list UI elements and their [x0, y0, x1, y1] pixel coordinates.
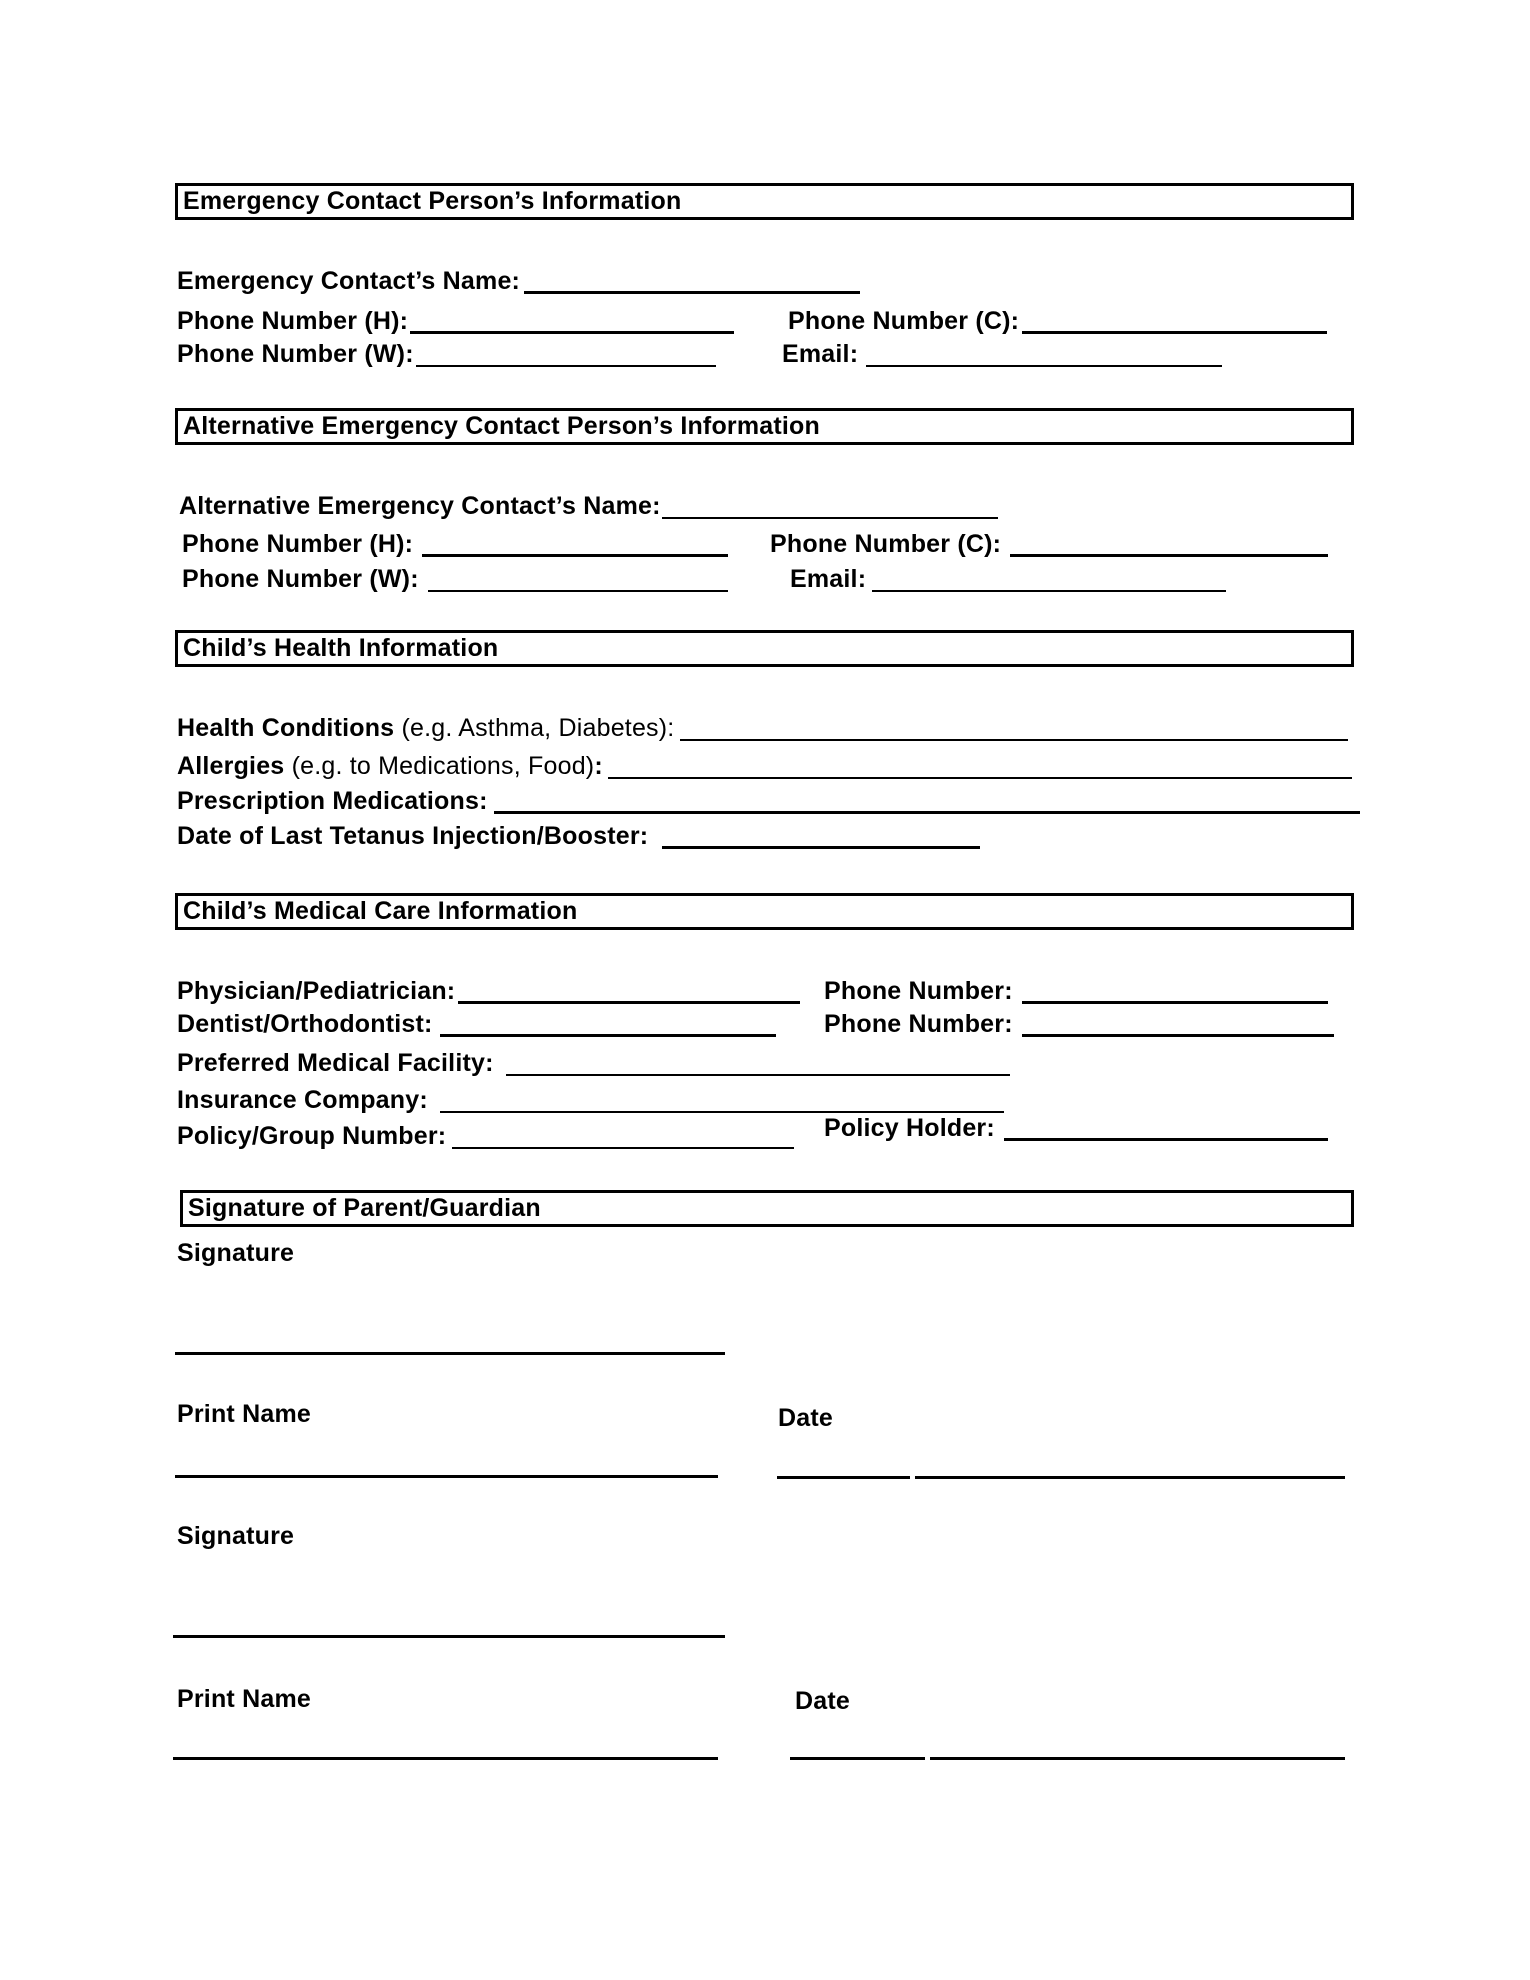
policy-number-line	[452, 1121, 794, 1149]
prescription-medications-line	[494, 786, 1360, 814]
alternative-phone-cell-label: Phone Number (C):	[770, 530, 1002, 558]
alternative-name-label: Alternative Emergency Contact’s Name:	[179, 492, 661, 520]
emergency-phone-cell-label: Phone Number (C):	[788, 307, 1020, 335]
physician-line	[458, 976, 800, 1004]
alternative-phone-home-label: Phone Number (H):	[182, 530, 414, 558]
emergency-phone-work-label: Phone Number (W):	[177, 340, 414, 368]
date-line-long-1	[915, 1476, 1345, 1479]
print-name-label-2: Print Name	[177, 1685, 311, 1713]
print-name-label-1: Print Name	[177, 1400, 311, 1428]
policy-number-label: Policy/Group Number:	[177, 1122, 447, 1150]
section-title: Emergency Contact Person’s Information	[183, 187, 682, 215]
policy-holder-label: Policy Holder:	[824, 1114, 995, 1142]
physician-label: Physician/Pediatrician:	[177, 977, 456, 1005]
physician-phone-label: Phone Number:	[824, 977, 1013, 1005]
tetanus-line	[662, 821, 980, 849]
signature-label-1: Signature	[177, 1239, 295, 1267]
signature-line-2	[173, 1635, 725, 1638]
tetanus-label: Date of Last Tetanus Injection/Booster:	[177, 822, 649, 850]
physician-phone-line	[1022, 976, 1328, 1004]
dentist-phone-label: Phone Number:	[824, 1010, 1013, 1038]
medical-facility-line	[506, 1048, 1010, 1076]
alternative-phone-work-label: Phone Number (W):	[182, 565, 419, 593]
health-conditions-line	[680, 713, 1348, 741]
date-line-short-2	[790, 1757, 925, 1760]
allergies-label	[177, 751, 603, 781]
alternative-email-line	[872, 564, 1226, 592]
date-label-1: Date	[778, 1404, 833, 1432]
section-title: Alternative Emergency Contact Person’s Information	[183, 412, 821, 440]
date-label-2: Date	[795, 1687, 850, 1715]
date-line-long-2	[930, 1757, 1345, 1760]
allergies-label-bold: Allergies	[177, 752, 285, 780]
health-conditions-label-bold: Health Conditions	[177, 714, 395, 742]
allergies-hint: (e.g. to Medications, Food)	[291, 752, 595, 780]
health-conditions-hint: (e.g. Asthma, Diabetes):	[401, 714, 675, 742]
section-title: Child’s Medical Care Information	[183, 897, 578, 925]
section-header-signature	[180, 1190, 1354, 1227]
section-header-child-health	[175, 630, 1354, 667]
alternative-email-label: Email:	[790, 565, 867, 593]
emergency-phone-work-line	[416, 339, 716, 367]
allergies-line	[608, 751, 1352, 779]
emergency-phone-cell-line	[1022, 306, 1327, 334]
section-title: Signature of Parent/Guardian	[188, 1194, 541, 1222]
emergency-name-label: Emergency Contact’s Name:	[177, 267, 521, 295]
print-name-line-1	[175, 1475, 718, 1478]
dentist-phone-line	[1022, 1009, 1334, 1037]
print-name-line-2	[173, 1757, 718, 1760]
signature-line-1	[175, 1352, 725, 1355]
emergency-phone-home-line	[410, 306, 734, 334]
alternative-name-line	[662, 491, 998, 519]
section-header-alternative-contact	[175, 408, 1354, 445]
section-header-medical-care	[175, 893, 1354, 930]
health-conditions-label	[177, 713, 674, 743]
date-line-short-1	[777, 1476, 910, 1479]
section-title: Child’s Health Information	[183, 634, 499, 662]
alternative-phone-home-line	[422, 529, 728, 557]
signature-label-2: Signature	[177, 1522, 295, 1550]
medical-facility-label: Preferred Medical Facility:	[177, 1049, 494, 1077]
alternative-phone-cell-line	[1010, 529, 1328, 557]
insurance-company-label: Insurance Company:	[177, 1086, 428, 1114]
policy-holder-line	[1004, 1113, 1328, 1141]
emergency-email-line	[866, 339, 1222, 367]
prescription-medications-label: Prescription Medications:	[177, 787, 488, 815]
emergency-phone-home-label: Phone Number (H):	[177, 307, 409, 335]
emergency-email-label: Email:	[782, 340, 859, 368]
insurance-company-line	[440, 1085, 1004, 1113]
alternative-phone-work-line	[428, 564, 728, 592]
dentist-label: Dentist/Orthodontist:	[177, 1010, 433, 1038]
dentist-line	[440, 1009, 776, 1037]
section-header-emergency-contact	[175, 183, 1354, 220]
emergency-name-line	[524, 266, 860, 294]
allergies-colon: :	[594, 752, 603, 780]
